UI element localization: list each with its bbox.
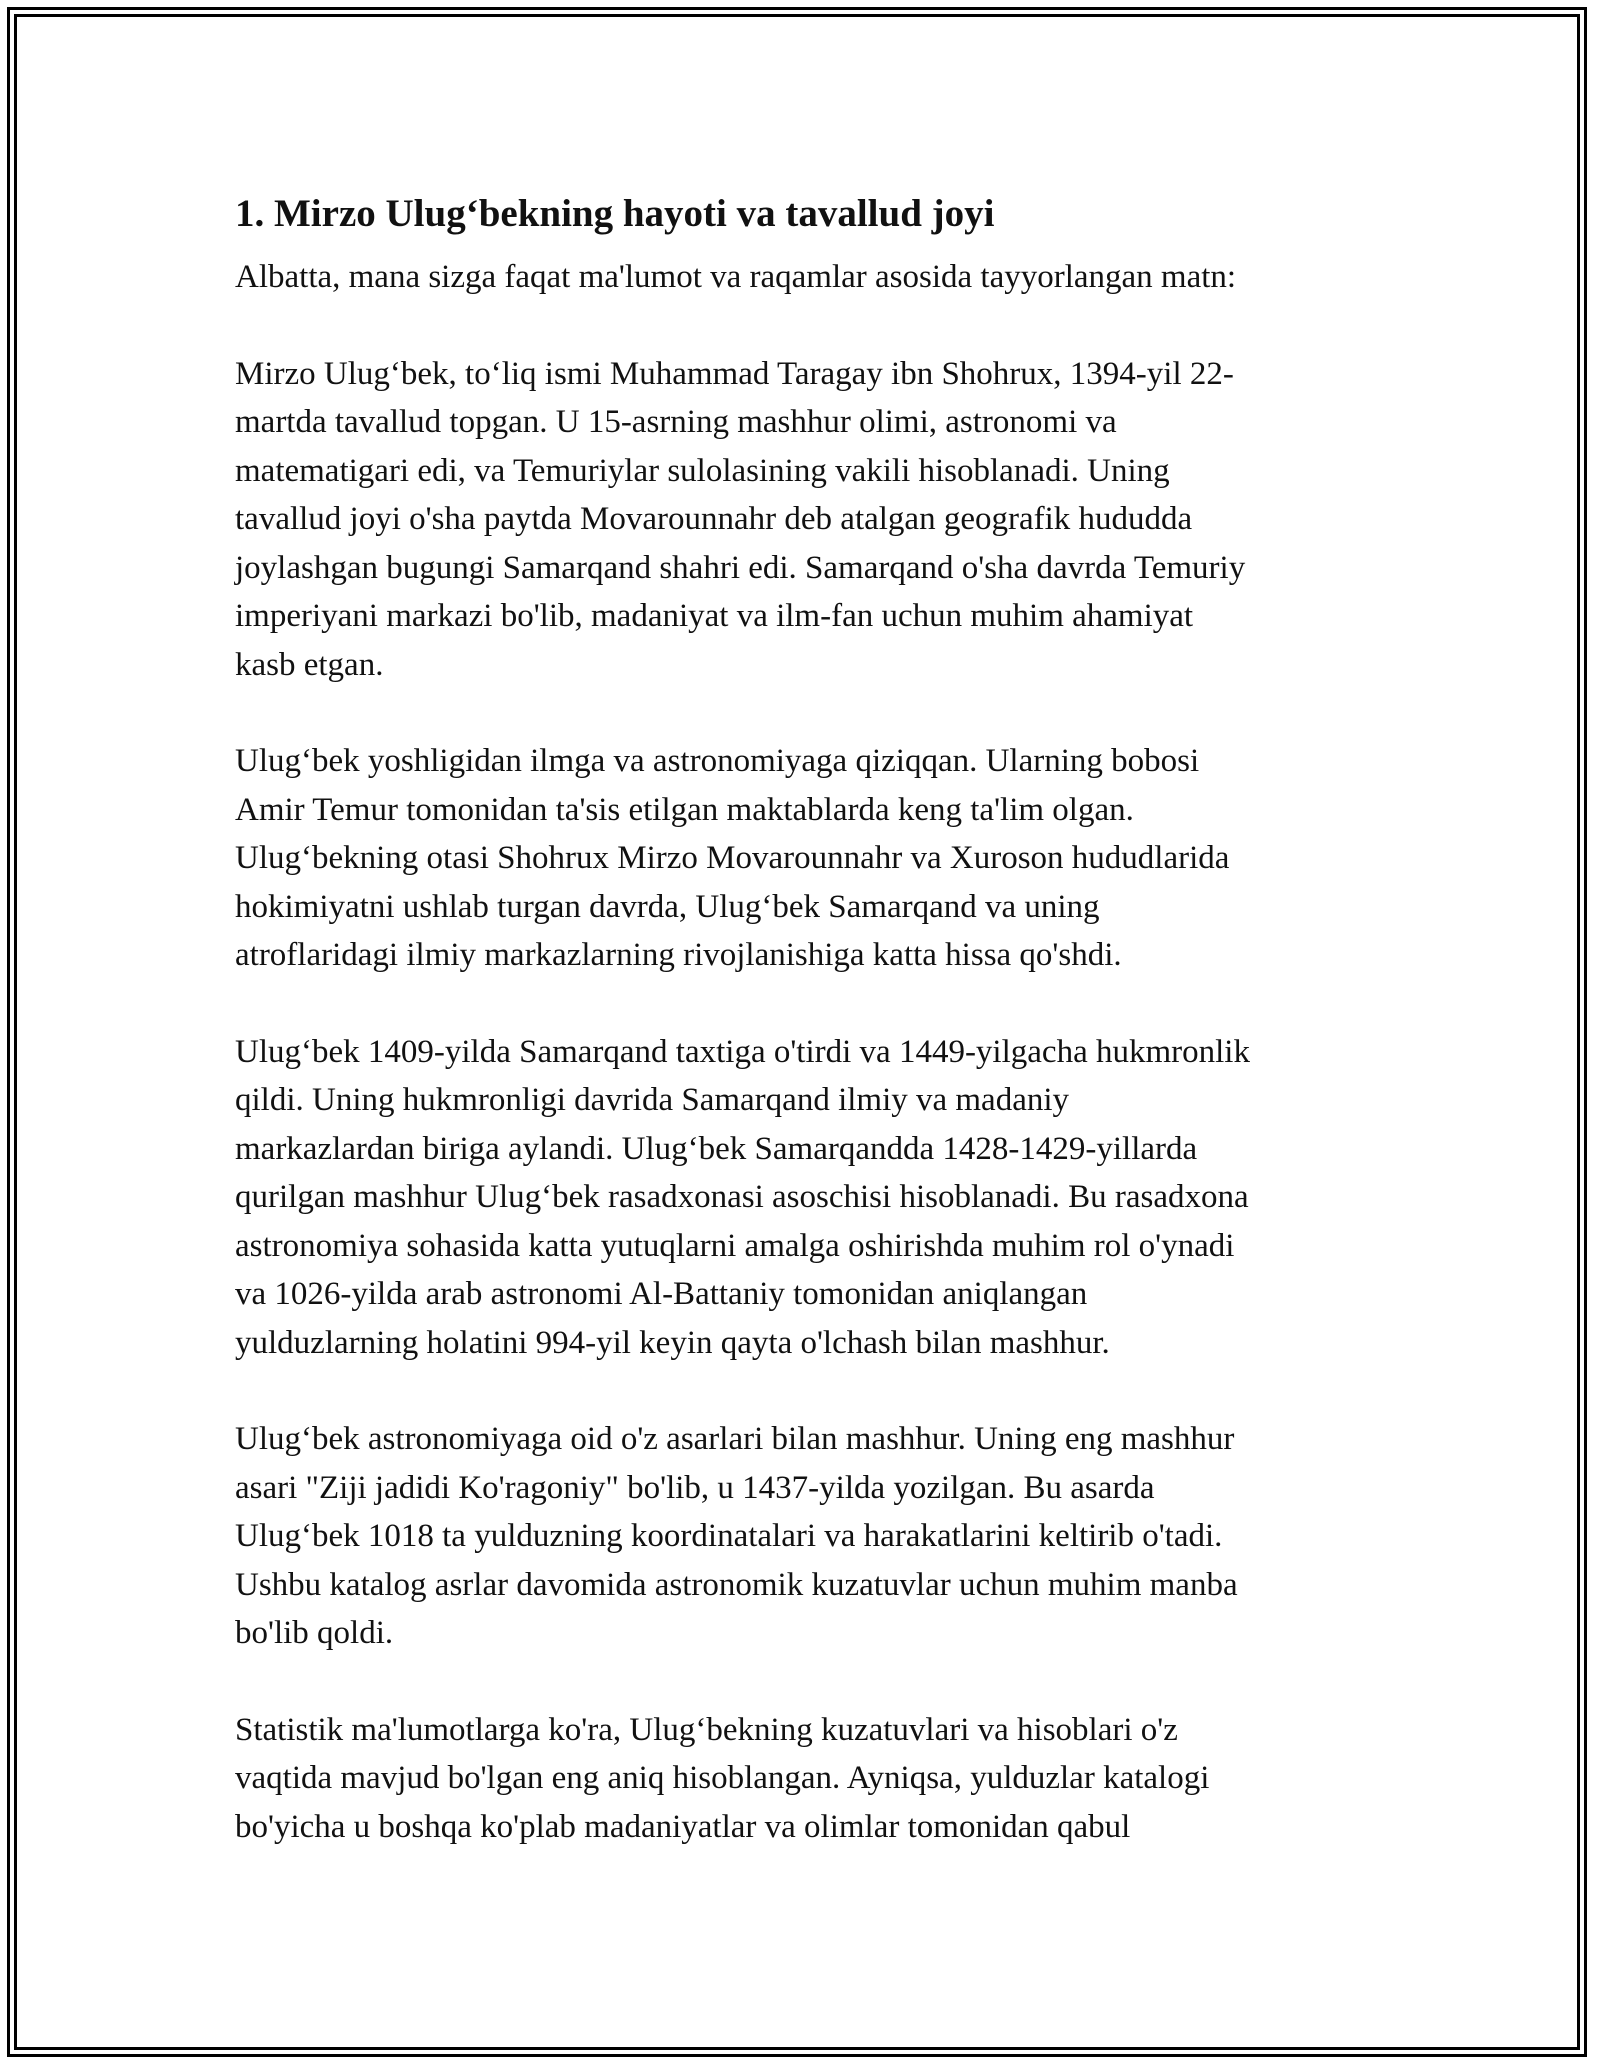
document-body	[235, 185, 1375, 1899]
paragraph-line: Ulug‘bek yoshligidan ilmga va astronomiyaga qiziqqan. Ularning bobosi	[235, 743, 1200, 779]
paragraph-line: hokimiyatni ushlab turgan davrda, Ulug‘bek Samarqand va uning	[235, 888, 1100, 925]
paragraph-line: Amir Temur tomonidan ta'sis etilgan maktablarda keng ta'lim olgan.	[235, 791, 1134, 828]
paragraph-line: astronomiya sohasida katta yutuqlarni amalga oshirishda muhim rol o'ynadi	[235, 1227, 1235, 1264]
paragraph-line: Ushbu katalog asrlar davomida astronomik kuzatuvlar uchun muhim manba	[235, 1566, 1238, 1603]
paragraph-line: matematigari edi, va Temuriylar sulolasining vakili hisoblanadi. Uning	[235, 452, 1170, 489]
works-paragraph	[235, 1415, 1375, 1658]
intro-paragraph	[235, 253, 1375, 302]
paragraph-line: qurilgan mashhur Ulug‘bek rasadxonasi asoschisi hisoblanadi. Bu rasadxona	[235, 1179, 1249, 1215]
paragraph-line: martda tavallud topgan. U 15-asrning mashhur olimi, astronomi va	[235, 404, 1117, 440]
paragraph-line: Ulug‘bek 1018 ta yulduzning koordinatalari va harakatlarini keltirib o'tadi.	[235, 1518, 1223, 1554]
paragraph-line: bo'yicha u boshqa ko'plab madaniyatlar va olimlar tomonidan qabul	[235, 1808, 1131, 1845]
youth-paragraph	[235, 737, 1375, 980]
reign-paragraph	[235, 1028, 1375, 1368]
paragraph-line: va 1026-yilda arab astronomi Al-Battaniy tomonidan aniqlangan	[235, 1276, 1088, 1312]
paragraph-line: joylashgan bugungi Samarqand shahri edi. Samarqand o'sha davrda Temuriy	[235, 549, 1246, 586]
paragraph-line: Statistik ma'lumotlarga ko'ra, Ulug‘bekning kuzatuvlari va hisoblari o'z	[235, 1711, 1178, 1748]
section-heading: 1. Mirzo Ulug‘bekning hayoti va tavallud joyi	[235, 192, 995, 235]
paragraph-line: yulduzlarning holatini 994-yil keyin qayta o'lchash bilan mashhur.	[235, 1324, 1110, 1361]
paragraph-line: Ulug‘bek 1409-yilda Samarqand taxtiga o'tirdi va 1449-yilgacha hukmronlik	[235, 1033, 1250, 1070]
paragraph-line: asari "Ziji jadidi Ko'ragoniy" bo'lib, u 1437-yilda yozilgan. Bu asarda	[235, 1469, 1155, 1506]
birth-paragraph	[235, 350, 1375, 690]
paragraph-line: Albatta, mana sizga faqat ma'lumot va raqamlar asosida tayyorlangan matn:	[235, 259, 1237, 295]
statistics-paragraph	[235, 1706, 1375, 1852]
paragraph-line: qildi. Uning hukmronligi davrida Samarqand ilmiy va madaniy	[235, 1082, 1070, 1118]
paragraph-line: tavallud joyi o'sha paytda Movarounnahr deb atalgan geografik hududda	[235, 501, 1193, 537]
paragraph-line: imperiyani markazi bo'lib, madaniyat va ilm-fan uchun muhim ahamiyat	[235, 598, 1194, 634]
paragraph-line: Ulug‘bekning otasi Shohrux Mirzo Movarounnahr va Xuroson hududlarida	[235, 840, 1230, 876]
paragraph-line: markazlardan biriga aylandi. Ulug‘bek Samarqandda 1428-1429-yillarda	[235, 1130, 1198, 1167]
paragraph-line: bo'lib qoldi.	[235, 1615, 394, 1651]
paragraph-line: vaqtida mavjud bo'lgan eng aniq hisoblangan. Ayniqsa, yulduzlar katalogi	[235, 1760, 1210, 1796]
paragraph-line: atroflaridagi ilmiy markazlarning rivojlanishiga katta hissa qo'shdi.	[235, 937, 1122, 973]
paragraph-line: Mirzo Ulug‘bek, to‘liq ismi Muhammad Taragay ibn Shohrux, 1394-yil 22-	[235, 355, 1234, 392]
paragraph-line: kasb etgan.	[235, 646, 384, 683]
paragraph-line: Ulug‘bek astronomiyaga oid o'z asarlari bilan mashhur. Uning eng mashhur	[235, 1421, 1235, 1457]
